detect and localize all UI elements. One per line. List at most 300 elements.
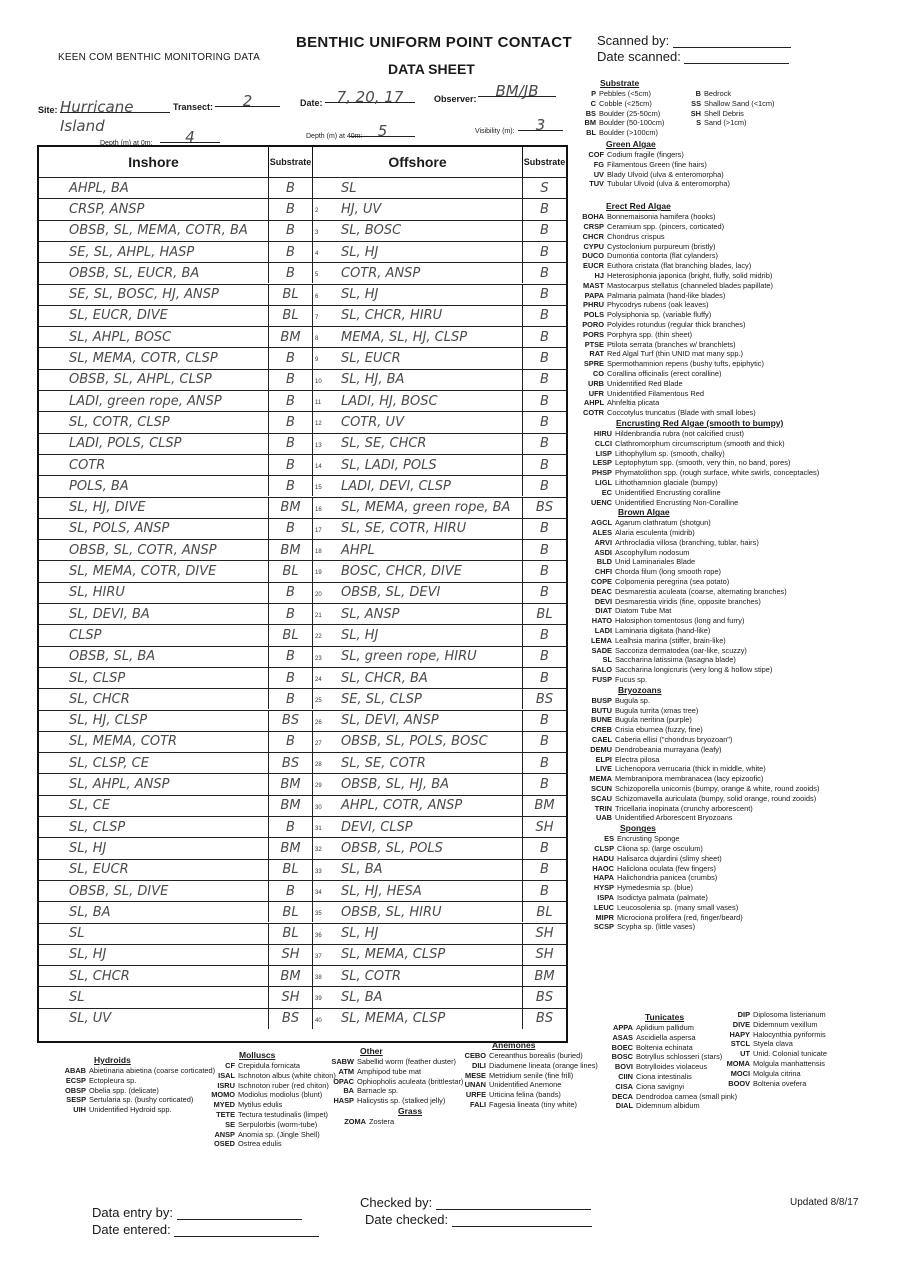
offshore-substrate-cell[interactable]: B xyxy=(540,329,549,345)
legend-item xyxy=(578,557,819,567)
legend-name: Cliona sp. (large osculum) xyxy=(617,844,703,853)
inshore-cell[interactable]: SL, HJ xyxy=(39,945,269,965)
legend-code: CF xyxy=(225,1061,235,1070)
offshore-cell[interactable]: COTR, UV xyxy=(313,412,523,432)
offshore-substrate-cell[interactable]: B xyxy=(540,372,549,388)
legend-name: Pebbles (<5cm) xyxy=(599,89,651,98)
offshore-cell[interactable]: SL, HJ, HESA xyxy=(313,881,523,901)
legend-code: HJ xyxy=(594,270,604,280)
offshore-cell[interactable]: SL, SE, CHCR xyxy=(313,434,523,454)
offshore-cell[interactable]: SL, CHCR, BA xyxy=(313,668,523,688)
legend-item xyxy=(578,89,664,99)
offshore-substrate-cell[interactable]: B xyxy=(540,223,549,239)
offshore-cell[interactable]: SL, BA xyxy=(313,860,523,880)
table-row xyxy=(39,411,566,432)
legend-item xyxy=(578,389,819,399)
table-row xyxy=(39,305,566,326)
legend-name: Hymedesmia sp. (blue) xyxy=(617,883,693,893)
offshore-cell[interactable]: BOSC, CHCR, DIVE xyxy=(313,561,523,581)
inshore-substrate-cell[interactable]: BL xyxy=(269,285,313,305)
legend-code: CO xyxy=(592,368,604,378)
offshore-cell[interactable]: SL, HJ xyxy=(313,625,523,645)
inshore-cell[interactable]: OBSB, SL, MEMA, COTR, BA xyxy=(39,221,269,241)
offshore-substrate-cell[interactable]: BM xyxy=(534,798,555,814)
offshore-substrate-cell[interactable]: B xyxy=(540,436,549,452)
inshore-cell[interactable]: SL, POLS, ANSP xyxy=(39,519,269,539)
transect-label: Transect: xyxy=(173,102,214,112)
offshore-substrate-cell[interactable]: BS xyxy=(535,500,554,516)
offshore-cell[interactable]: OBSB, SL, HIRU xyxy=(313,902,523,922)
legend-name: Botrylloides violaceus xyxy=(636,1062,708,1072)
legend-code: MOMA xyxy=(726,1058,750,1068)
legend-name: Styela clava xyxy=(753,1039,793,1049)
legend-code: DEMU xyxy=(590,744,612,754)
inshore-cell[interactable]: AHPL, BA xyxy=(39,178,269,198)
inshore-cell[interactable]: SL, COTR, CLSP xyxy=(39,412,269,432)
legend-code: PORS xyxy=(583,329,604,339)
table-row xyxy=(39,731,566,752)
legend-name: Leptophytum spp. (smooth, very thin, no band, pores) xyxy=(615,458,791,468)
legend-name: Corallina officinalis (erect coralline) xyxy=(607,368,722,378)
table-row xyxy=(39,284,566,305)
observer-field[interactable] xyxy=(478,82,556,100)
legend-code: FG xyxy=(593,159,604,169)
offshore-substrate-cell[interactable]: B xyxy=(540,521,549,537)
legend-name: Blady Ulvoid (ulva & enteromorpha) xyxy=(607,169,724,179)
inshore-substrate-cell[interactable]: BL xyxy=(269,924,313,944)
legend-name: Boulder (25-50cm) xyxy=(599,108,661,118)
inshore-cell[interactable]: CLSP xyxy=(39,625,269,645)
offshore-substrate-cell[interactable]: B xyxy=(540,649,549,665)
offshore-cell[interactable]: OBSB, SL, HJ, BA xyxy=(313,774,523,794)
inshore-substrate-cell[interactable]: B xyxy=(269,604,313,624)
legend-name: Dendrodoa carnea (small pink) xyxy=(636,1091,738,1101)
inshore-substrate-cell[interactable]: BM xyxy=(269,327,313,347)
table-row xyxy=(39,241,566,262)
legend-name: Cobble (<25cm) xyxy=(599,98,652,108)
inshore-substrate-cell[interactable]: B xyxy=(269,412,313,432)
inshore-substrate-cell[interactable]: BL xyxy=(269,860,313,880)
data-entry-line[interactable] xyxy=(177,1207,302,1220)
offshore-cell[interactable]: SL, CHCR, HIRU xyxy=(313,306,523,326)
legend-code: CHCR xyxy=(582,231,604,241)
offshore-substrate-cell[interactable]: B xyxy=(540,627,549,643)
inshore-cell[interactable]: SL, CHCR xyxy=(39,689,269,709)
inshore-substrate-cell[interactable]: B xyxy=(269,178,313,198)
offshore-substrate-cell[interactable]: SH xyxy=(535,819,554,835)
row-number: 16 xyxy=(315,506,322,513)
inshore-substrate-cell[interactable]: BL xyxy=(269,306,313,326)
legend-name: Dumontia contorta (flat cylanders) xyxy=(607,251,718,261)
legend-code: SABW xyxy=(331,1057,354,1066)
offshore-substrate-cell[interactable]: B xyxy=(540,777,549,793)
inshore-cell[interactable]: LADI, green rope, ANSP xyxy=(39,391,269,411)
offshore-substrate-cell[interactable]: B xyxy=(540,287,549,303)
transect-field[interactable] xyxy=(215,92,280,110)
inshore-cell[interactable]: SL, EUCR, DIVE xyxy=(39,306,269,326)
date-checked-line[interactable] xyxy=(452,1214,592,1227)
offshore-substrate-cell[interactable]: B xyxy=(540,713,549,729)
inshore-substrate-cell[interactable]: B xyxy=(269,263,313,283)
row-number: 2 xyxy=(315,208,319,215)
legend-item xyxy=(578,883,819,893)
inshore-cell[interactable]: OBSB, SL, EUCR, BA xyxy=(39,263,269,283)
legend-item xyxy=(578,864,819,874)
table-row xyxy=(39,560,566,581)
offshore-substrate-cell[interactable]: BL xyxy=(536,904,553,920)
inshore-cell[interactable]: SL, HJ, CLSP xyxy=(39,711,269,731)
offshore-substrate-cell[interactable]: B xyxy=(540,265,549,281)
inshore-cell[interactable]: OBSB, SL, BA xyxy=(39,647,269,667)
offshore-substrate-cell[interactable]: B xyxy=(540,840,549,856)
inshore-cell[interactable]: SL, BA xyxy=(39,902,269,922)
offshore-substrate-cell[interactable]: B xyxy=(540,862,549,878)
offshore-cell[interactable]: OBSB, SL, POLS xyxy=(313,838,523,858)
row-number: 23 xyxy=(315,655,322,662)
inshore-cell[interactable]: OBSB, SL, DIVE xyxy=(39,881,269,901)
inshore-substrate-cell[interactable]: BM xyxy=(269,838,313,858)
legend-name: Sertularia sp. (bushy corticated) xyxy=(89,1095,194,1105)
offshore-cell[interactable]: SL, BA xyxy=(313,987,523,1007)
inshore-substrate-cell[interactable]: BL xyxy=(269,902,313,922)
legend-name: Red Algal Turf (thin UNID mat many spp.) xyxy=(607,349,743,359)
offshore-cell[interactable]: SL, BOSC xyxy=(313,221,523,241)
offshore-substrate-cell[interactable]: B xyxy=(540,883,549,899)
inshore-substrate-cell[interactable]: B xyxy=(269,689,313,709)
inshore-substrate-cell[interactable]: BS xyxy=(269,753,313,773)
table-row xyxy=(39,923,566,944)
legend-item xyxy=(683,99,774,109)
legend-name: Ciona savignyi xyxy=(636,1081,685,1091)
date-scanned-label: Date scanned: xyxy=(597,49,681,64)
legend-code: DUCO xyxy=(582,251,604,261)
legend-item xyxy=(578,834,819,844)
inshore-substrate-cell[interactable]: B xyxy=(269,242,313,262)
legend-name: Mytilus edulis xyxy=(238,1100,283,1110)
table-row xyxy=(39,518,566,539)
offshore-cell[interactable]: HJ, UV xyxy=(313,199,523,219)
date-field[interactable] xyxy=(325,88,415,106)
offshore-substrate-cell[interactable]: B xyxy=(540,201,549,217)
depth40-field[interactable] xyxy=(350,122,415,140)
inshore-cell[interactable]: SL, AHPL, BOSC xyxy=(39,327,269,347)
table-row xyxy=(39,880,566,901)
row-number: 18 xyxy=(315,549,322,556)
offshore-cell[interactable]: AHPL xyxy=(313,540,523,560)
legend-name: Codium fragile (fingers) xyxy=(607,150,684,159)
offshore-substrate-cell[interactable]: SH xyxy=(535,926,554,942)
legend-code: TRIN xyxy=(594,803,612,813)
legend-item xyxy=(578,179,819,189)
inshore-cell[interactable]: SL, EUCR xyxy=(39,860,269,880)
legend-code: MEMA xyxy=(589,774,612,784)
legend-code: AGCL xyxy=(591,518,612,528)
legend-name: Ostrea edulis xyxy=(238,1139,282,1149)
inshore-cell[interactable]: COTR xyxy=(39,455,269,475)
legend-code: EC xyxy=(601,487,612,497)
offshore-cell[interactable]: MEMA, SL, HJ, CLSP xyxy=(313,327,523,347)
legend-name: Halisarca dujardini (slimy sheet) xyxy=(617,853,722,863)
legend-code: PORO xyxy=(582,319,604,329)
inshore-cell[interactable]: SL, CE xyxy=(39,796,269,816)
inshore-cell[interactable]: SL xyxy=(39,924,269,944)
offshore-substrate-cell[interactable]: B xyxy=(540,351,549,367)
offshore-cell[interactable]: DEVI, CLSP xyxy=(313,817,523,837)
offshore-substrate-cell[interactable]: B xyxy=(540,478,549,494)
legend-code: MESE xyxy=(465,1070,486,1080)
inshore-cell[interactable]: SL, CLSP xyxy=(39,817,269,837)
legend-item xyxy=(578,528,819,538)
inshore-substrate-cell[interactable]: B xyxy=(269,881,313,901)
table-row xyxy=(39,475,566,496)
inshore-substrate-cell[interactable]: BS xyxy=(269,1009,313,1029)
inshore-cell[interactable]: SL xyxy=(39,987,269,1007)
legend-item xyxy=(578,128,664,138)
legend-item xyxy=(578,616,819,626)
inshore-cell[interactable]: SL, CHCR xyxy=(39,966,269,986)
inshore-substrate-cell[interactable]: B xyxy=(269,199,313,219)
inshore-substrate-cell[interactable]: BL xyxy=(269,561,313,581)
legend-name: Boulder (>100cm) xyxy=(599,128,658,138)
offshore-cell[interactable]: SL, HJ xyxy=(313,285,523,305)
legend-item xyxy=(578,408,819,418)
inshore-substrate-cell[interactable]: B xyxy=(269,221,313,241)
legend-name: Microciona prolifera (red, finger/beard) xyxy=(617,912,743,922)
inshore-cell[interactable]: SL, HJ xyxy=(39,838,269,858)
legend-name: Encrusting Sponge xyxy=(617,834,680,844)
inshore-cell[interactable]: SE, SL, AHPL, HASP xyxy=(39,242,269,262)
offshore-cell[interactable]: COTR, ANSP xyxy=(313,263,523,283)
offshore-substrate-cell[interactable]: B xyxy=(540,564,549,580)
inshore-cell[interactable]: OBSB, SL, COTR, ANSP xyxy=(39,540,269,560)
offshore-cell[interactable]: SL, HJ xyxy=(313,242,523,262)
offshore-substrate-cell[interactable]: BS xyxy=(535,1011,554,1027)
offshore-cell[interactable]: SL, MEMA, CLSP xyxy=(313,945,523,965)
inshore-substrate-cell[interactable]: BM xyxy=(269,498,313,518)
offshore-substrate-cell[interactable]: BM xyxy=(534,968,555,984)
legend-name: Saccharina longicruris (very long & hollow stipe) xyxy=(615,665,773,675)
offshore-cell[interactable]: SL, MEMA, CLSP xyxy=(313,1009,523,1029)
offshore-substrate-cell[interactable]: B xyxy=(540,734,549,750)
row-number: 40 xyxy=(315,1017,322,1024)
legend-code: BOSC xyxy=(611,1052,633,1062)
legend-code: UAB xyxy=(595,813,612,823)
offshore-cell[interactable]: SL, EUCR xyxy=(313,348,523,368)
inshore-cell[interactable]: SL, AHPL, ANSP xyxy=(39,774,269,794)
inshore-substrate-cell[interactable]: SH xyxy=(269,987,313,1007)
sponges-title: Sponges xyxy=(620,823,656,834)
inshore-substrate-cell[interactable]: B xyxy=(269,391,313,411)
table-row xyxy=(39,539,566,560)
legend-code: ISPA xyxy=(597,892,614,902)
legend-name: Phymatolithon spp. (rough surface, white swirls, conceptacles) xyxy=(615,468,820,478)
legend-item xyxy=(605,1092,737,1102)
inshore-substrate-cell[interactable]: B xyxy=(269,370,313,390)
legend-code: CREB xyxy=(591,725,612,735)
inshore-substrate-cell[interactable]: BS xyxy=(269,711,313,731)
inshore-cell[interactable]: SL, UV xyxy=(39,1009,269,1029)
inshore-cell[interactable]: SE, SL, BOSC, HJ, ANSP xyxy=(39,285,269,305)
legend-code: BM xyxy=(584,118,596,128)
legend-code: ISRU xyxy=(217,1080,235,1090)
offshore-cell[interactable]: AHPL, COTR, ANSP xyxy=(313,796,523,816)
inshore-cell[interactable]: SL, HJ, DIVE xyxy=(39,498,269,518)
legend-code: DIAL xyxy=(615,1101,633,1111)
legend-code: LIGL xyxy=(595,477,612,487)
green-algae-title: Green Algae xyxy=(606,139,656,149)
row-number: 35 xyxy=(315,911,322,918)
inshore-substrate-cell[interactable]: B xyxy=(269,476,313,496)
offshore-substrate-cell[interactable]: B xyxy=(540,308,549,324)
offshore-substrate-cell[interactable]: BS xyxy=(535,691,554,707)
offshore-cell[interactable]: SL, SE, COTR, HIRU xyxy=(313,519,523,539)
legend-code: CISA xyxy=(615,1081,633,1091)
offshore-cell[interactable]: LADI, HJ, BOSC xyxy=(313,391,523,411)
legend-code: FUSP xyxy=(592,675,612,685)
offshore-cell[interactable]: SL, green rope, HIRU xyxy=(313,647,523,667)
legend-name: Bonnemaisonia hamifera (hooks) xyxy=(607,212,716,222)
inshore-cell[interactable]: SL, MEMA, COTR xyxy=(39,732,269,752)
offshore-cell[interactable]: SL, HJ xyxy=(313,924,523,944)
legend-code: BS xyxy=(585,108,596,118)
legend-name: Membranipora membranacea (lacy epizoofic) xyxy=(615,774,764,784)
offshore-cell[interactable]: SL, SE, COTR xyxy=(313,753,523,773)
inshore-substrate-cell[interactable]: B xyxy=(269,583,313,603)
inshore-cell[interactable]: SL, HIRU xyxy=(39,583,269,603)
inshore-substrate-cell[interactable]: B xyxy=(269,732,313,752)
legend-name: Polysiphonia sp. (variable fluffy) xyxy=(607,310,712,320)
offshore-cell[interactable]: SL, HJ, BA xyxy=(313,370,523,390)
row-number: 21 xyxy=(315,613,322,619)
offshore-substrate-cell[interactable]: B xyxy=(540,585,549,601)
inshore-cell[interactable]: SL, CLSP xyxy=(39,668,269,688)
legend-item xyxy=(683,109,774,119)
site-field[interactable] xyxy=(60,98,170,135)
legend-name: Diatom Tube Mat xyxy=(615,606,672,616)
tunicates-list-right xyxy=(710,1010,827,1088)
offshore-cell[interactable]: OBSB, SL, DEVI xyxy=(313,583,523,603)
inshore-cell[interactable]: LADI, POLS, CLSP xyxy=(39,434,269,454)
legend-code: BA xyxy=(343,1086,354,1096)
offshore-cell[interactable]: SE, SL, CLSP xyxy=(313,689,523,709)
legend-code: HAPA xyxy=(593,873,614,883)
transect-value: 2 xyxy=(242,92,253,110)
legend-item xyxy=(578,764,819,774)
offshore-cell[interactable]: SL, ANSP xyxy=(313,604,523,624)
legend-item xyxy=(578,518,819,528)
inshore-substrate-cell[interactable]: BM xyxy=(269,796,313,816)
legend-code: DIVE xyxy=(732,1019,750,1029)
erect-red-list xyxy=(578,212,819,418)
inshore-cell[interactable]: SL, MEMA, COTR, CLSP xyxy=(39,348,269,368)
legend-code: MYED xyxy=(213,1100,235,1110)
offshore-substrate-cell[interactable]: B xyxy=(540,414,549,430)
legend-code: SS xyxy=(691,98,701,108)
inshore-substrate-cell[interactable]: BM xyxy=(269,774,313,794)
offshore-cell[interactable]: SL xyxy=(313,178,523,198)
table-row xyxy=(39,603,566,624)
legend-code: DIP xyxy=(737,1010,750,1019)
visibility-label: Visibility (m): xyxy=(475,128,515,135)
inshore-substrate-cell[interactable]: BM xyxy=(269,966,313,986)
offshore-substrate-cell[interactable]: B xyxy=(540,457,549,473)
scanned-by-line[interactable] xyxy=(673,35,791,48)
legend-code: RAT xyxy=(589,349,604,359)
date-entered-row xyxy=(92,1222,319,1237)
legend-name: Coccotylus truncatus (Blade with small lobes) xyxy=(607,408,756,418)
offshore-substrate-cell[interactable]: B xyxy=(540,393,549,409)
inshore-substrate-cell[interactable]: BM xyxy=(269,540,313,560)
offshore-cell[interactable]: SL, COTR xyxy=(313,966,523,986)
offshore-substrate-cell[interactable]: B xyxy=(540,542,549,558)
offshore-substrate-cell[interactable]: B xyxy=(540,244,549,260)
table-row xyxy=(39,1008,566,1029)
inshore-cell[interactable]: SL, CLSP, CE xyxy=(39,753,269,773)
substrate-legend-right xyxy=(683,89,774,128)
inshore-cell[interactable]: SL, DEVI, BA xyxy=(39,604,269,624)
inshore-substrate-cell[interactable]: B xyxy=(269,817,313,837)
inshore-substrate-cell[interactable]: B xyxy=(269,519,313,539)
offshore-substrate-cell[interactable]: SH xyxy=(535,947,554,963)
legend-code: PTSE xyxy=(584,339,604,349)
encrusting-red-title: Encrusting Red Algae (smooth to bumpy) xyxy=(616,417,784,428)
row-number: 31 xyxy=(315,826,322,832)
offshore-cell[interactable]: SL, DEVI, ANSP xyxy=(313,711,523,731)
legend-code: C xyxy=(590,98,596,108)
date-entered-line[interactable] xyxy=(174,1224,319,1237)
upc-data-table xyxy=(37,145,568,1043)
checked-by-line[interactable] xyxy=(436,1197,591,1210)
inshore-substrate-cell[interactable]: B xyxy=(269,348,313,368)
legend-name: Saccoriza dermatodea (oar-like, scuzzy) xyxy=(615,645,747,655)
legend-item xyxy=(683,118,774,128)
date-scanned-line[interactable] xyxy=(684,51,789,64)
inshore-substrate-cell[interactable]: B xyxy=(269,455,313,475)
row-number: 19 xyxy=(315,570,322,577)
inshore-substrate-cell[interactable]: BL xyxy=(269,625,313,645)
legend-item xyxy=(326,1067,463,1077)
legend-name: Urticina felina (bands) xyxy=(489,1090,561,1100)
substrate-legend-title: Substrate xyxy=(600,78,640,88)
legend-code: SCAU xyxy=(591,793,612,803)
offshore-substrate-cell[interactable]: B xyxy=(540,670,549,686)
inshore-cell[interactable]: POLS, BA xyxy=(39,476,269,496)
row-number: 15 xyxy=(315,485,322,492)
depth0-field[interactable] xyxy=(160,128,220,146)
sponges-list xyxy=(578,834,819,932)
offshore-substrate-cell[interactable]: BS xyxy=(535,990,554,1006)
offshore-cell[interactable]: SL, MEMA, green rope, BA xyxy=(313,498,523,518)
offshore-cell[interactable]: LADI, DEVI, CLSP xyxy=(313,476,523,496)
inshore-cell[interactable]: CRSP, ANSP xyxy=(39,199,269,219)
legend-name: Halosiphon tomentosus (long and furry) xyxy=(615,616,745,626)
offshore-cell[interactable]: SL, LADI, POLS xyxy=(313,455,523,475)
offshore-substrate-cell[interactable]: S xyxy=(540,180,549,196)
offshore-cell[interactable]: OBSB, SL, POLS, BOSC xyxy=(313,732,523,752)
legend-item xyxy=(578,735,819,745)
inshore-substrate-cell[interactable]: B xyxy=(269,668,313,688)
inshore-substrate-cell[interactable]: B xyxy=(269,434,313,454)
inshore-cell[interactable]: OBSB, SL, AHPL, CLSP xyxy=(39,370,269,390)
visibility-field[interactable] xyxy=(518,116,563,134)
offshore-substrate-cell[interactable]: B xyxy=(540,755,549,771)
inshore-cell[interactable]: SL, MEMA, COTR, DIVE xyxy=(39,561,269,581)
inshore-substrate-cell[interactable]: SH xyxy=(269,945,313,965)
offshore-substrate-cell[interactable]: BL xyxy=(536,606,553,622)
legend-code: UENC xyxy=(591,497,612,507)
row-number: 3 xyxy=(315,229,319,236)
inshore-substrate-cell[interactable]: B xyxy=(269,647,313,667)
